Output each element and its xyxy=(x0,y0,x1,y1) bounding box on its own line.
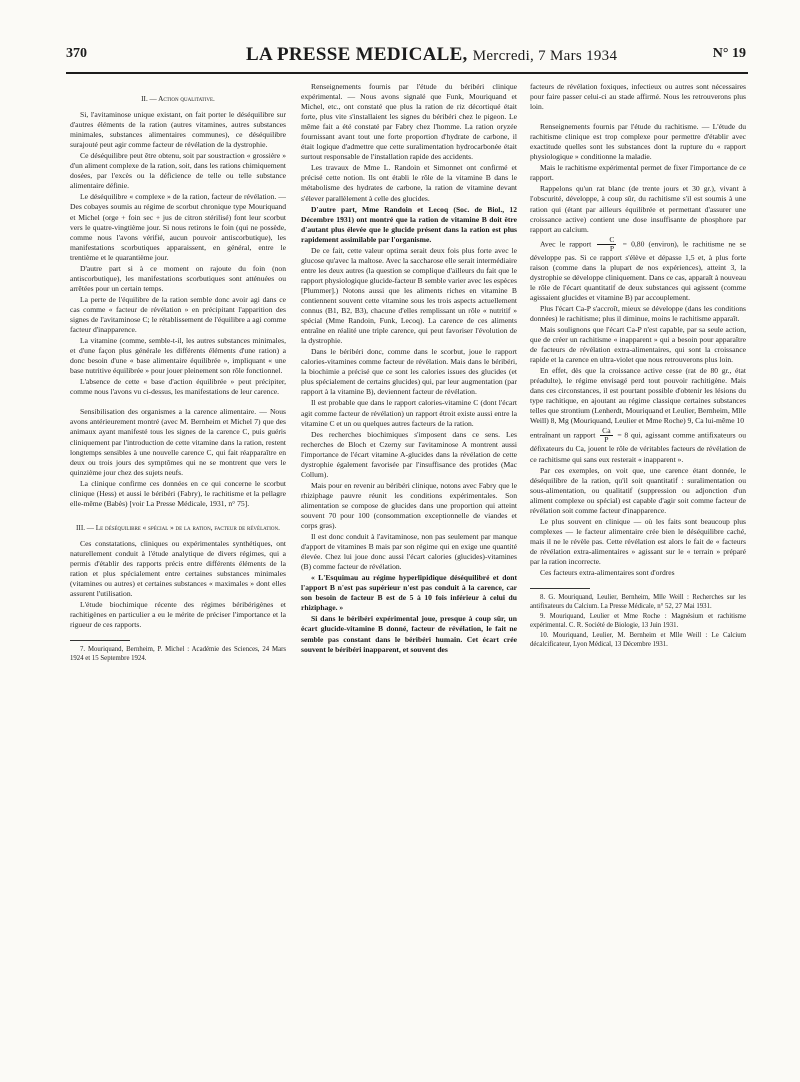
paragraph: L'absence de cette « base d'action équilibrée » peut précipiter, comme nous l'avons vu ci-dessus, les manifestations de leur carence. xyxy=(70,377,286,397)
footnote-9: 9. Mouriquand, Leulier et Mme Roche : Magnésium et rachitisme expérimental. C. R. Société de Biologie, 13 Juin 1931. xyxy=(530,613,746,630)
section-heading-2: II. — Action qualitative. xyxy=(141,95,215,103)
paragraph-beriberi: Renseignements fournis par l'étude du béribéri clinique expérimental. — Nous avons signalé que Funk, Mouriquand et Michel, etc., ont constaté que plus la ration de riz décortiqué était forte, plus vite s'installaient les signes du béribéri chez le pigeon. Le même fait a été constaté par Fabry chez l'homme. La ration oryzée fournissant avant tout une forte proportion d'hydrate de carbone, il était logique d'admettre que cette suralimentation hydrocarbonée était surtout responsable de l'installation rapide des accidents. xyxy=(301,82,517,162)
paragraph: Les travaux de Mme L. Randoin et Simonnet ont confirmé et précisé cette notion. Ils ont établi le rôle de la vitamine B dans le métabolisme des hydrates de carbone, la ration de vitamine devant s'élever parallèlement à celle des glucides. xyxy=(301,163,517,203)
paragraph: De ce fait, cette valeur optima serait deux fois plus forte avec le glucose qu'avec la maltose. Avec la saccharose elle serait intermédiaire entre les deux autres (la question se complique d'ailleurs du fait que le rapport physiologique glucide-facteur B semble varier avec les espèces [Plummer].) Notons aussi que les aliments riches en vitamine B contiennent souvent cette vitamine sous les trois aspects actuellement connus (B1, B2, B3), chacune d'elles remplissant un rôle « nutritif » spécial (Mme Randoin, Funk, Lecoq). La carence de ces aliments entraîne en réalité une triple carence, qui peut favoriser l'évolution de la dystrophie. xyxy=(301,245,517,346)
fraction-numerator: Ca xyxy=(602,426,611,436)
paragraph: facteurs de révélation foxiques, infectieux ou autres sont nécessaires pour faire passer celui-ci au stade affirmé. Nous les retrouverons plus loin. xyxy=(530,82,746,112)
paragraph: En effet, dès que la croissance active cesse (rat de 80 gr., état préadulte), le régime envisagé perd tout pouvoir rachitigène. Mais dans ces circonstances, il est pourtant possible d'obtenir les lésions du type rachitique, en ajoutant au régime classique certaines substances telles que strontium (Lenherdt, Mouriquand et Leulier, Bernheim, Mlle Weill) 8, Mg (Mouriquand, Leulier et Mme Roche) 9, Ca lui-même 10 xyxy=(530,366,746,426)
column-3 xyxy=(530,82,746,650)
footnote-10: 10. Mouriquand, Leulier, M. Bernheim et Mlle Weill : Le Calcium décalcificateur, Lyon Médical, 13 Décembre 1931. xyxy=(530,632,746,649)
paragraph: Par ces exemples, on voit que, une carence étant donnée, le déséquilibre de la ration, qu'il soit quantitatif : suralimentation ou sous-alimentation, ou qualitatif (suppression ou adjonction d'un aliment complexe ou spécial) est capable d'agir soit comme facteur de révélation soit comme facteur d'inapparence. xyxy=(530,465,746,515)
ratio-lead-text: Avec le rapport xyxy=(540,238,592,248)
paragraph: Il est probable que dans le rapport calories-vitamine C (dont l'écart agit comme facteur de révélation) un rapport étroit existe aussi entre la vitamine C et un ou quelques autres facteurs de la ration. xyxy=(301,398,517,428)
column-1 xyxy=(70,82,286,664)
paragraph: Si dans le béribéri expérimental joue, presque à coup sûr, un écart glucide-vitamine B donné, facteur de révélation, le fait ne semble pas constant dans le béribéri humain. Cet écart crée souvent le béribéri inapparent, et souvent des xyxy=(301,614,517,654)
section-heading-3: III. — Le déséquilibre « spécial » de la ration, facteur de révélation. xyxy=(76,523,280,532)
fraction-numerator: C xyxy=(597,236,616,245)
paragraph: Rappelons qu'un rat blanc (de trente jours et 30 gr.), vivant à l'obscurité, développe, à coup sûr, du rachitisme s'il est soumis à une ration qui (étant par ailleurs équilibrée et permettant d'assurer une croissance active) contient une dose insuffisante de phosphore par rapport au calcium. xyxy=(530,184,746,234)
paragraph: La vitamine (comme, semble-t-il, les autres substances minimales, et d'une façon plus générale les différents éléments d'une ration) a donc besoin d'une « base alimentaire équilibrée », impliquant « une base nutritive équilibrée » pour jouer pleinement son rôle fonctionnel. xyxy=(70,336,286,376)
paragraph: L'étude biochimique récente des régimes béribérigènes et rachitigènes en particulier a eu le mérite de préciser l'importance et la rigueur de ces rapports. xyxy=(70,600,286,630)
ratio-lead-text: entraînant un rapport xyxy=(530,430,596,440)
paragraph: Mais pour en revenir au béribéri clinique, notons avec Fabry que le rhiziphage pauvre réunit les conditions expérimentales. Son alimentation se compose de glucides dans une proportion qui atteint souvent 70 pour 100 (consommation exceptionnelle de viandes et corps gras). xyxy=(301,480,517,531)
ratio-text: = 8 qui, agissant comme antifixateurs ou défixateurs du Ca, jouent le rôle de véritables facteurs de révélation de ce rachitisme qui sans eux resterait « inapparent ». xyxy=(530,430,746,464)
footnote-7: 7. Mouriquand, Bernheim, P. Michel : Académie des Sciences, 24 Mars 1924 et 15 Septembre 1924. xyxy=(70,646,286,663)
paragraph: Ces constatations, cliniques ou expérimentales synthétiques, ont naturellement conduit à l'étude analytique de divers régimes, qui a permis d'établir des rapports précis entre différents éléments de la ration et plus spécialement entre certaines substances minimales (vitamines ou autres) et certaines substances « maximales » dont elles assurent l'utilisation. xyxy=(70,538,286,599)
page-number: 370 xyxy=(66,46,87,61)
paragraph-ratio-cap xyxy=(530,427,746,464)
paragraph: Ces facteurs extra-alimentaires sont d'ordres xyxy=(540,568,675,578)
fraction-denominator: P xyxy=(604,435,609,445)
issue-number: N° 19 xyxy=(712,46,746,61)
page-header xyxy=(66,44,746,70)
paragraph: D'autre part si à ce moment on rajoute du foin (non antiscorbutique), les manifestations scorbutiques sont atténuées ou arrêtées pour un certain temps. xyxy=(70,263,286,293)
paragraph: Mais soulignons que l'écart Ca-P n'est capable, par sa seule action, que de créer un rachitisme « inapparent » qui a besoin pour apparaître de facteurs de révélation extra-alimentaires, qui sont la croissance rapide et la carence en ultra-violet que nous retrouverons plus loin. xyxy=(530,324,746,365)
publication-date: Mercredi, 7 Mars 1934 xyxy=(472,48,618,64)
paragraph: La perte de l'équilibre de la ration semble donc avoir agi dans ce cas comme « facteur de révélation » en précipitant l'apparition des signes de l'avitaminose C; le rétablissement de l'équilibre a agi comme facteur d'inapparence. xyxy=(70,294,286,335)
fraction-denominator: P xyxy=(609,243,615,253)
publication-name: LA PRESSE MEDICALE, xyxy=(246,44,468,65)
paragraph: Plus l'écart Ca-P s'accroît, mieux se développe (dans les conditions données) le rachitisme; plus il diminue, moins le rachitisme apparaît. xyxy=(530,303,746,323)
paragraph: Il est donc conduit à l'avitaminose, non pas seulement par manque d'apport de vitamines B mais par son régime qui en exige une quantité élevée. Chez lui joue donc aussi l'écart calories (glucides)-vitamines (B) comme facteur de révélation. xyxy=(301,532,517,572)
paragraph: Le plus souvent en clinique — où les faits sont beaucoup plus complexes — le facteur alimentaire crée bien le déséquilibre caché, mais il ne le révèle pas. Cette révélation est alors le fait de « facteurs de révélation extra-alimentaires » agissant sur le « terrain » préparé par la ration incorrecte. xyxy=(530,516,746,566)
paragraph: Mais le rachitisme expérimental permet de fixer l'importance de ce rapport. xyxy=(530,163,746,183)
paragraph: Si, l'avitaminose unique existant, on fait porter le déséquilibre sur d'autres éléments de la ration (autres vitamines, autres substances minimales, substances alimentaires communes), ce déséquilibre surajouté peut agir comme facteur de révélation de la dystrophie. xyxy=(70,110,286,150)
paragraph: Ce déséquilibre peut être obtenu, soit par soustraction « grossière » d'un aliment complexe de la ration, soit, dans les rations chimiquement dosées, par l'excès ou la déficience de telle ou telle substance alimentaire définie. xyxy=(70,151,286,191)
header-rule xyxy=(66,72,748,74)
paragraph: Le déséquilibre « complexe » de la ration, facteur de révélation. — Des cobayes soumis au régime de scorbut chronique type Mouriquand et Michel (orge + foin sec + jus de citron stérilisé) font leur scorbut vers le quatre-vingtième jour. Si nous retirons le foin (qui ne possède, comme nous l'avons vérifié, aucun pouvoir antiscorbutique), les manifestations scorbutiques apparaissent, en général, entre le trentième et le quarantième jour. xyxy=(70,192,286,262)
publication-title xyxy=(246,44,617,66)
ratio-text: = 0,80 (environ), le rachitisme ne se développe pas. Si ce rapport s'élève et dépasse 1,5 et, à plus forte raison (comme dans la plupart de nos expériences), atteint 3, la dystrophie se développe cliniquement. Dans ce cas, apparaît à nouveau le rôle de l'écart quantitatif de deux substances qui agissent (comme agissaient glucides et vitamine B) par accouplement. xyxy=(530,238,746,302)
column-2 xyxy=(301,82,517,656)
paragraph: Dans le béribéri donc, comme dans le scorbut, joue le rapport calories-vitamines comme facteur de révélation. Mais dans le béribéri, la biochimie a précisé que ce sont les calories issues des glucides (et plus spécialement de certains glucides) qui, par leur augmentation (par rapport à la vitamine B), deviennent facteur de révélation. xyxy=(301,347,517,397)
footnote-8: 8. G. Mouriquand, Leulier, Bernheim, Mlle Weill : Recherches sur les antifixateurs du Calcium. La Presse Médicale, n° 52, 27 Mai 1931. xyxy=(530,594,746,611)
paragraph-ratio-cp xyxy=(530,236,746,303)
paragraph: Des recherches biochimiques s'imposent dans ce sens. Les recherches de Bloch et Czerny sur l'avitaminose A montrent aussi l'importance de l'écart vitamine A-glucides dans la révélation de cette dystrophie également favorisée par l'insuffisance des protides (Mac Collum). xyxy=(301,429,517,479)
paragraph-sensibilisation: Sensibilisation des organismes a la carence alimentaire. — Nous avons antérieurement montré (avec M. Bernheim et Michel 7) que des animaux ayant manifesté tous les signes de la carence C, puis guéris cliniquement par l'introduction de cette vitamine dans la ration, restent longtemps sensibles à une nouvelle carence C, qui fait réapparaître en deux ou trois jours des symptômes qui ne se montrent que vers le quinzième jour chez des sujets neufs. xyxy=(70,407,286,477)
fraction-c-p xyxy=(597,236,616,253)
fraction-ca-p xyxy=(600,427,612,444)
paragraph-rachitisme: Renseignements fournis par l'étude du rachitisme. — L'étude du rachitisme clinique est trop complexe pour permettre d'établir avec exactitude quelles sont les substances dont la rupture du « rapport physiologique » conditionne la maladie. xyxy=(530,122,746,162)
footnote-rule xyxy=(70,640,130,641)
paragraph: D'autre part, Mme Randoin et Lecoq (Soc. de Biol., 12 Décembre 1931) ont montré que la ration de vitamine B doit être d'autant plus élevée que le glucide présent dans la ration est plus rapidement assimilable par l'organisme. xyxy=(301,204,517,244)
footnote-rule xyxy=(530,588,590,589)
paragraph: La clinique confirme ces données en ce qui concerne le scorbut clinique (Hess) et aussi le béribéri (Fabry), le rachitisme et la pellagre elle-même (Babès) [voir La Presse Médicale, 1931, n° 75]. xyxy=(70,478,286,508)
quote-paragraph: « L'Esquimau au régime hyperlipidique déséquilibré et dont l'apport B n'est pas supérieur n'est pas conduit à la carence, car son besoin de facteur B est de 5 à 10 fois inférieur à celui du rhiziphage. » xyxy=(301,573,517,613)
